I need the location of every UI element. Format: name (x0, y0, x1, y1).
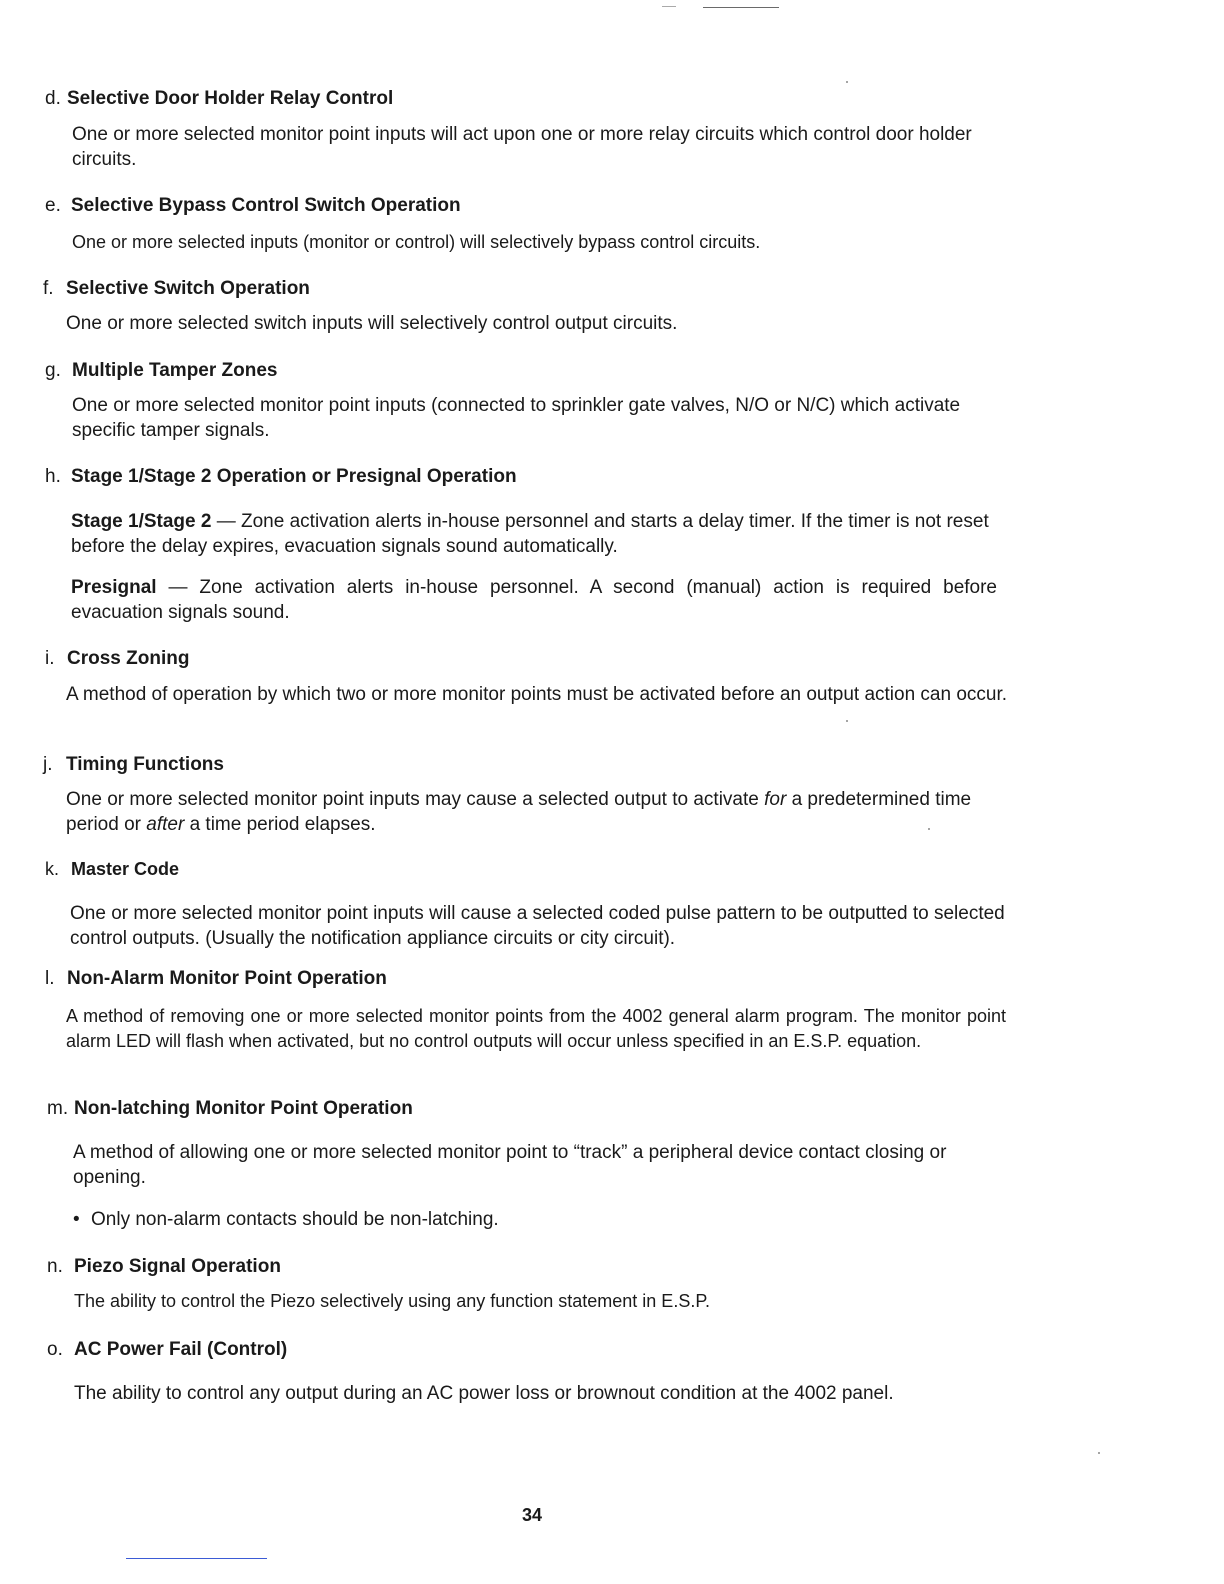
scan-artifact-dot (846, 81, 848, 83)
section-m-heading (47, 1098, 413, 1120)
section-o-letter: o. (47, 1339, 63, 1360)
section-d-title: Selective Door Holder Relay Control (67, 88, 394, 109)
section-n-body: The ability to control the Piezo selectively using any function statement in E.S.P. (74, 1291, 711, 1311)
section-i-title: Cross Zoning (67, 648, 190, 669)
section-e-letter: e. (45, 195, 61, 216)
section-l-letter: l. (45, 968, 55, 989)
section-d-body: One or more selected monitor point inputs will act upon one or more relay circuits which control door holder circuits. (72, 124, 972, 170)
section-k-body: One or more selected monitor point inputs will cause a selected coded pulse pattern to be outputted to selected control outputs. (Usually the notification appliance circuits or city circuit). (70, 903, 1005, 949)
section-g-title: Multiple Tamper Zones (72, 360, 278, 381)
section-l-title: Non-Alarm Monitor Point Operation (67, 968, 387, 989)
section-g-body: One or more selected monitor point inputs (connected to sprinkler gate valves, N/O or N/C) which activate specific tamper signals. (72, 395, 961, 441)
timing-body-part2: a predetermined time period or (66, 789, 972, 835)
timing-body-for: for (764, 789, 787, 810)
section-l-body: A method of removing one or more selected monitor points from the 4002 general alarm program. The monitor point alarm LED will flash when activated, but no control outputs will occur unless specified in an E.S.P. equation. (66, 1006, 1006, 1051)
section-k-letter: k. (45, 859, 60, 879)
section-h-stage-paragraph (71, 509, 1003, 559)
section-h-heading (45, 466, 517, 488)
bullet-text: Only non-alarm contacts should be non-latching. (91, 1209, 499, 1230)
section-e-heading (45, 195, 461, 217)
section-j-letter: j. (43, 754, 53, 775)
section-h-presignal-paragraph (71, 575, 997, 625)
section-e-body: One or more selected inputs (monitor or control) will selectively bypass control circuits. (72, 232, 761, 252)
presignal-body: — Zone activation alerts in-house personnel. A second (manual) action is required before evacuation signals sound. (71, 577, 997, 623)
section-j-body (66, 787, 1011, 837)
section-f-body: One or more selected switch inputs will selectively control output circuits. (66, 313, 678, 334)
stage-lead: Stage 1/Stage 2 (71, 511, 212, 532)
timing-body-after: after (146, 814, 185, 835)
scan-artifact-line (126, 1558, 267, 1559)
section-f-title: Selective Switch Operation (66, 278, 310, 299)
section-i-heading (45, 648, 189, 670)
section-f-letter: f. (43, 278, 54, 299)
section-d-heading (45, 88, 393, 110)
section-m-title: Non-latching Monitor Point Operation (74, 1098, 413, 1119)
timing-body-part3: a time period elapses. (184, 814, 376, 835)
section-o-title: AC Power Fail (Control) (74, 1339, 288, 1360)
section-i-body: A method of operation by which two or more monitor points must be activated before an output action can occur. (66, 684, 1008, 705)
section-n-heading (47, 1256, 281, 1278)
section-l-heading (45, 968, 387, 990)
section-d-letter: d. (45, 88, 61, 109)
section-k-heading (45, 859, 179, 880)
scan-artifact-line (662, 6, 676, 7)
section-h-letter: h. (45, 466, 61, 487)
section-i-letter: i. (45, 648, 55, 669)
page-number: 34 (522, 1505, 543, 1525)
section-g-letter: g. (45, 360, 61, 381)
section-n-letter: n. (47, 1256, 63, 1277)
section-o-heading (47, 1339, 287, 1361)
section-f-heading (43, 278, 310, 300)
stage-body: — Zone activation alerts in-house personnel and starts a delay timer. If the timer is not reset before the delay expires, evacuation signals sound automatically. (71, 511, 989, 557)
presignal-lead: Presignal (71, 577, 157, 598)
section-h-title: Stage 1/Stage 2 Operation or Presignal Operation (71, 466, 517, 487)
timing-body-part1: One or more selected monitor point inputs may cause a selected output to activate (66, 789, 765, 810)
section-j-title: Timing Functions (66, 754, 224, 775)
section-o-body: The ability to control any output during an AC power loss or brownout condition at the 4002 panel. (74, 1383, 894, 1404)
section-m-body: A method of allowing one or more selected monitor point to “track” a peripheral device contact closing or opening. (73, 1142, 947, 1188)
section-n-title: Piezo Signal Operation (74, 1256, 281, 1277)
section-j-heading (43, 754, 224, 776)
scan-artifact-dot (1098, 1452, 1100, 1454)
bullet-marker: • (73, 1209, 80, 1230)
scan-artifact-line (703, 7, 779, 8)
section-m-letter: m. (47, 1098, 69, 1119)
section-m-bullet-item (73, 1207, 1018, 1232)
scan-artifact-dot (846, 720, 848, 722)
section-e-title: Selective Bypass Control Switch Operation (71, 195, 461, 216)
section-k-title: Master Code (71, 859, 180, 879)
section-g-heading (45, 360, 278, 382)
